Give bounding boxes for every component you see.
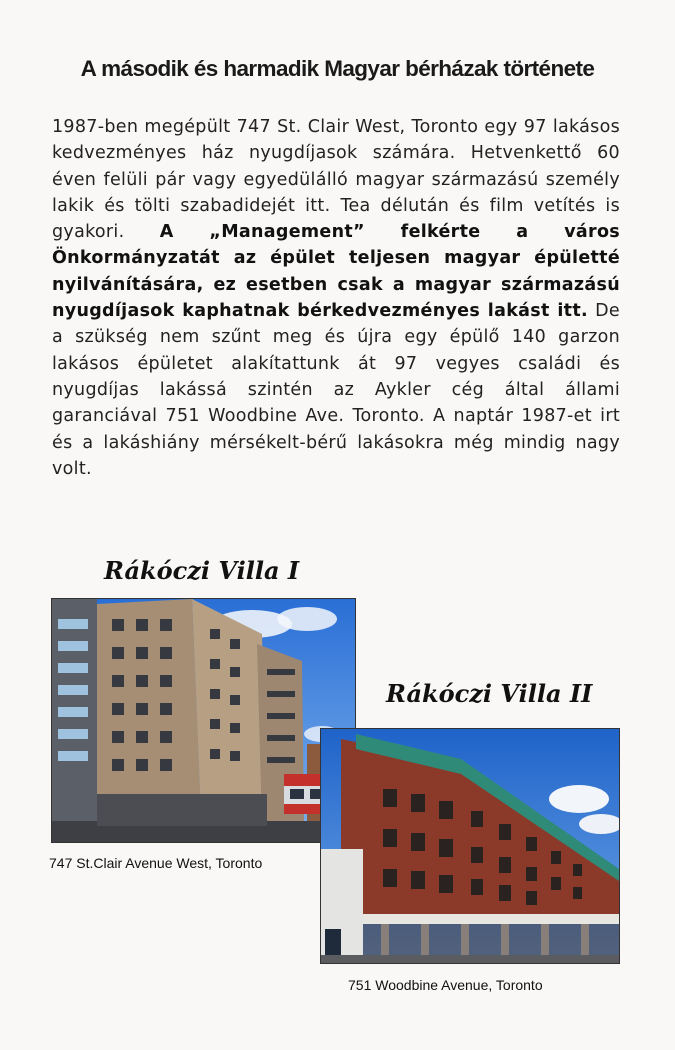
villa2-photo xyxy=(320,728,620,964)
paragraph-bold: A „Management” felkérte a város Önkormányzatát az épület teljesen magyar épületté nyilvánítására, ez esetben csak a magyar származású nyugdíjasok kaphatnak bérkedvezményes lakást itt. xyxy=(52,222,620,322)
villa2-caption: 751 Woodbine Avenue, Toronto xyxy=(348,977,543,993)
villa1-heading: Rákóczi Villa I xyxy=(104,556,300,585)
paragraph-rest: De a szükség nem szűnt meg és újra egy épülő 140 garzon lakásos épületet alakítattunk át 97 vegyes családi és nyugdíjas lakássá szintén az Aykler cég által állami garanciával 751 Woodbine Ave. Toronto. A naptár 1987-et irt és a lakáshiány mérsékelt-bérű lakásokra még mindig nagy volt. xyxy=(52,301,620,479)
villa2-photo-illustration xyxy=(321,729,619,963)
paragraph-intro: 1987-ben megépült 747 St. Clair West, Toronto egy 97 lakásos kedvezményes ház nyugdíjasok számára. Hetvenkettő 60 éven felüli pár vagy egyedülálló magyar származású személy lakik és tölti szabadidejét itt. Tea délután és film vetítés is gyakori. xyxy=(52,117,620,243)
villa1-photo-illustration xyxy=(52,599,355,842)
page-title: A második és harmadik Magyar bérházak története xyxy=(80,56,595,81)
villa1-photo xyxy=(51,598,356,843)
villa2-heading: Rákóczi Villa II xyxy=(386,679,593,708)
history-paragraph xyxy=(52,114,620,482)
villa1-caption: 747 St.Clair Avenue West, Toronto xyxy=(49,855,263,871)
